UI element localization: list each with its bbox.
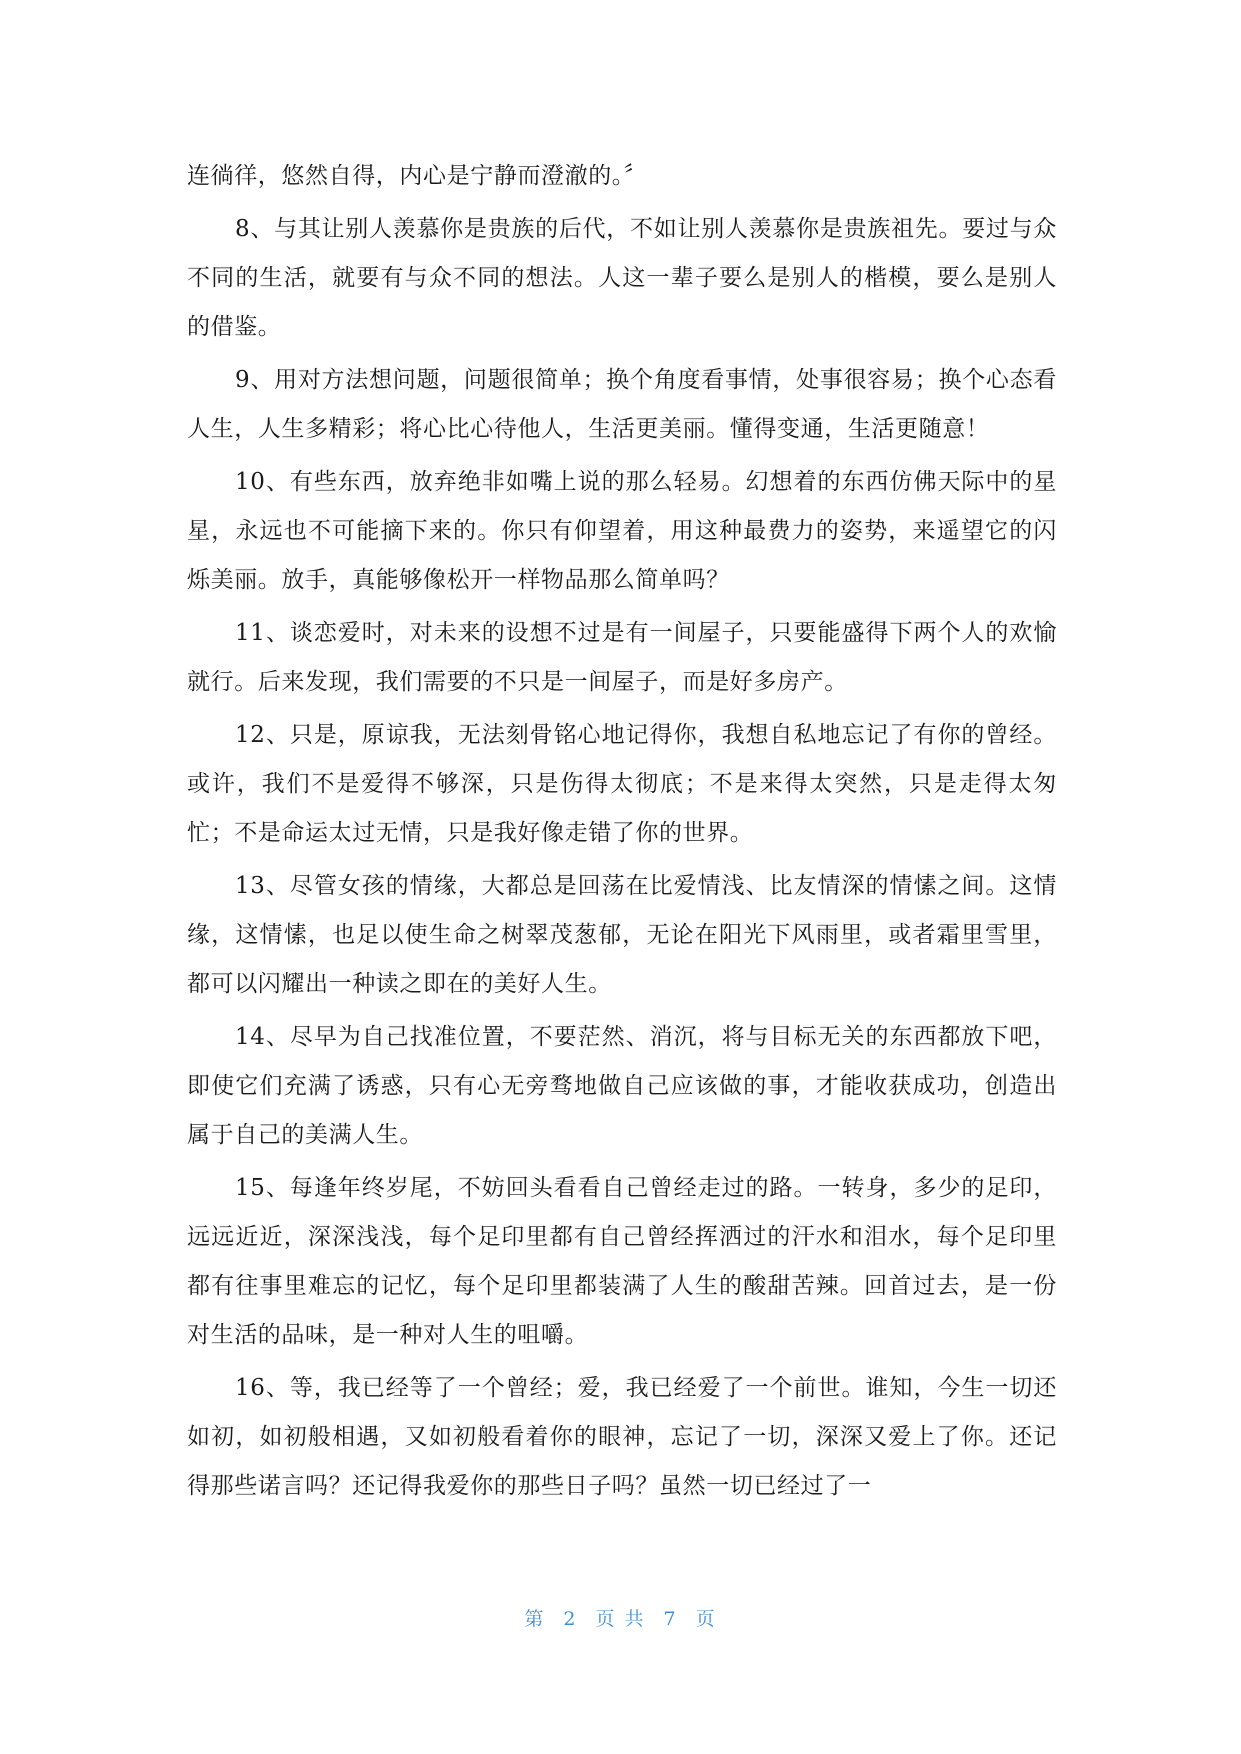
footer-middle: 页 共	[595, 1608, 646, 1630]
paragraph-continuation: 连徜徉，悠然自得，内心是宁静而澄澈的。〞	[187, 163, 648, 189]
footer-current-page: 2	[563, 1608, 578, 1630]
page-footer	[0, 1604, 1241, 1631]
paragraph-8: 8、与其让别人羡慕你是贵族的后代，不如让别人羡慕你是贵族祖先。要过与众不同的生活，就要有与众不同的想法。人这一辈子要么是别人的楷模，要么是别人的借鉴。	[187, 216, 1057, 340]
paragraph-10: 10、有些东西，放弃绝非如嘴上说的那么轻易。幻想着的东西仿佛天际中的星星，永远也不可能摘下来的。你只有仰望着，用这种最费力的姿势，来遥望它的闪烁美丽。放手，真能够像松开一样物品那么简单吗？	[187, 469, 1057, 593]
footer-prefix: 第	[524, 1608, 546, 1630]
footer-total-pages: 7	[663, 1608, 678, 1630]
paragraph-11: 11、谈恋爱时，对未来的设想不过是有一间屋子，只要能盛得下两个人的欢愉就行。后来发现，我们需要的不只是一间屋子，而是好多房产。	[187, 620, 1057, 695]
footer-suffix: 页	[695, 1608, 717, 1630]
paragraph-14: 14、尽早为自己找准位置，不要茫然、消沉，将与目标无关的东西都放下吧，即使它们充满了诱惑，只有心无旁骛地做自己应该做的事，才能收获成功，创造出属于自己的美满人生。	[187, 1024, 1057, 1148]
paragraph-16: 16、等，我已经等了一个曾经；爱，我已经爱了一个前世。谁知，今生一切还如初，如初般相遇，又如初般看着你的眼神，忘记了一切，深深又爱上了你。还记得那些诺言吗？还记得我爱你的那些日子吗？虽然一切已经过了一	[187, 1375, 1057, 1499]
page-body	[187, 152, 1057, 1515]
paragraph-15: 15、每逢年终岁尾，不妨回头看看自己曾经走过的路。一转身，多少的足印，远远近近，深深浅浅，每个足印里都有自己曾经挥洒过的汗水和泪水，每个足印里都有往事里难忘的记忆，每个足印里都装满了人生的酸甜苦辣。回首过去，是一份对生活的品味，是一种对人生的咀嚼。	[187, 1175, 1057, 1348]
paragraph-9: 9、用对方法想问题，问题很简单；换个角度看事情，处事很容易；换个心态看人生，人生多精彩；将心比心待他人，生活更美丽。懂得变通，生活更随意！	[187, 367, 1057, 442]
paragraph-13: 13、尽管女孩的情缘，大都总是回荡在比爱情浅、比友情深的情愫之间。这情缘，这情愫，也足以使生命之树翠茂葱郁，无论在阳光下风雨里，或者霜里雪里，都可以闪耀出一种读之即在的美好人生。	[187, 873, 1057, 997]
paragraph-12: 12、只是，原谅我，无法刻骨铭心地记得你，我想自私地忘记了有你的曾经。或许，我们不是爱得不够深，只是伤得太彻底；不是来得太突然，只是走得太匆忙；不是命运太过无情，只是我好像走错了你的世界。	[187, 722, 1057, 846]
